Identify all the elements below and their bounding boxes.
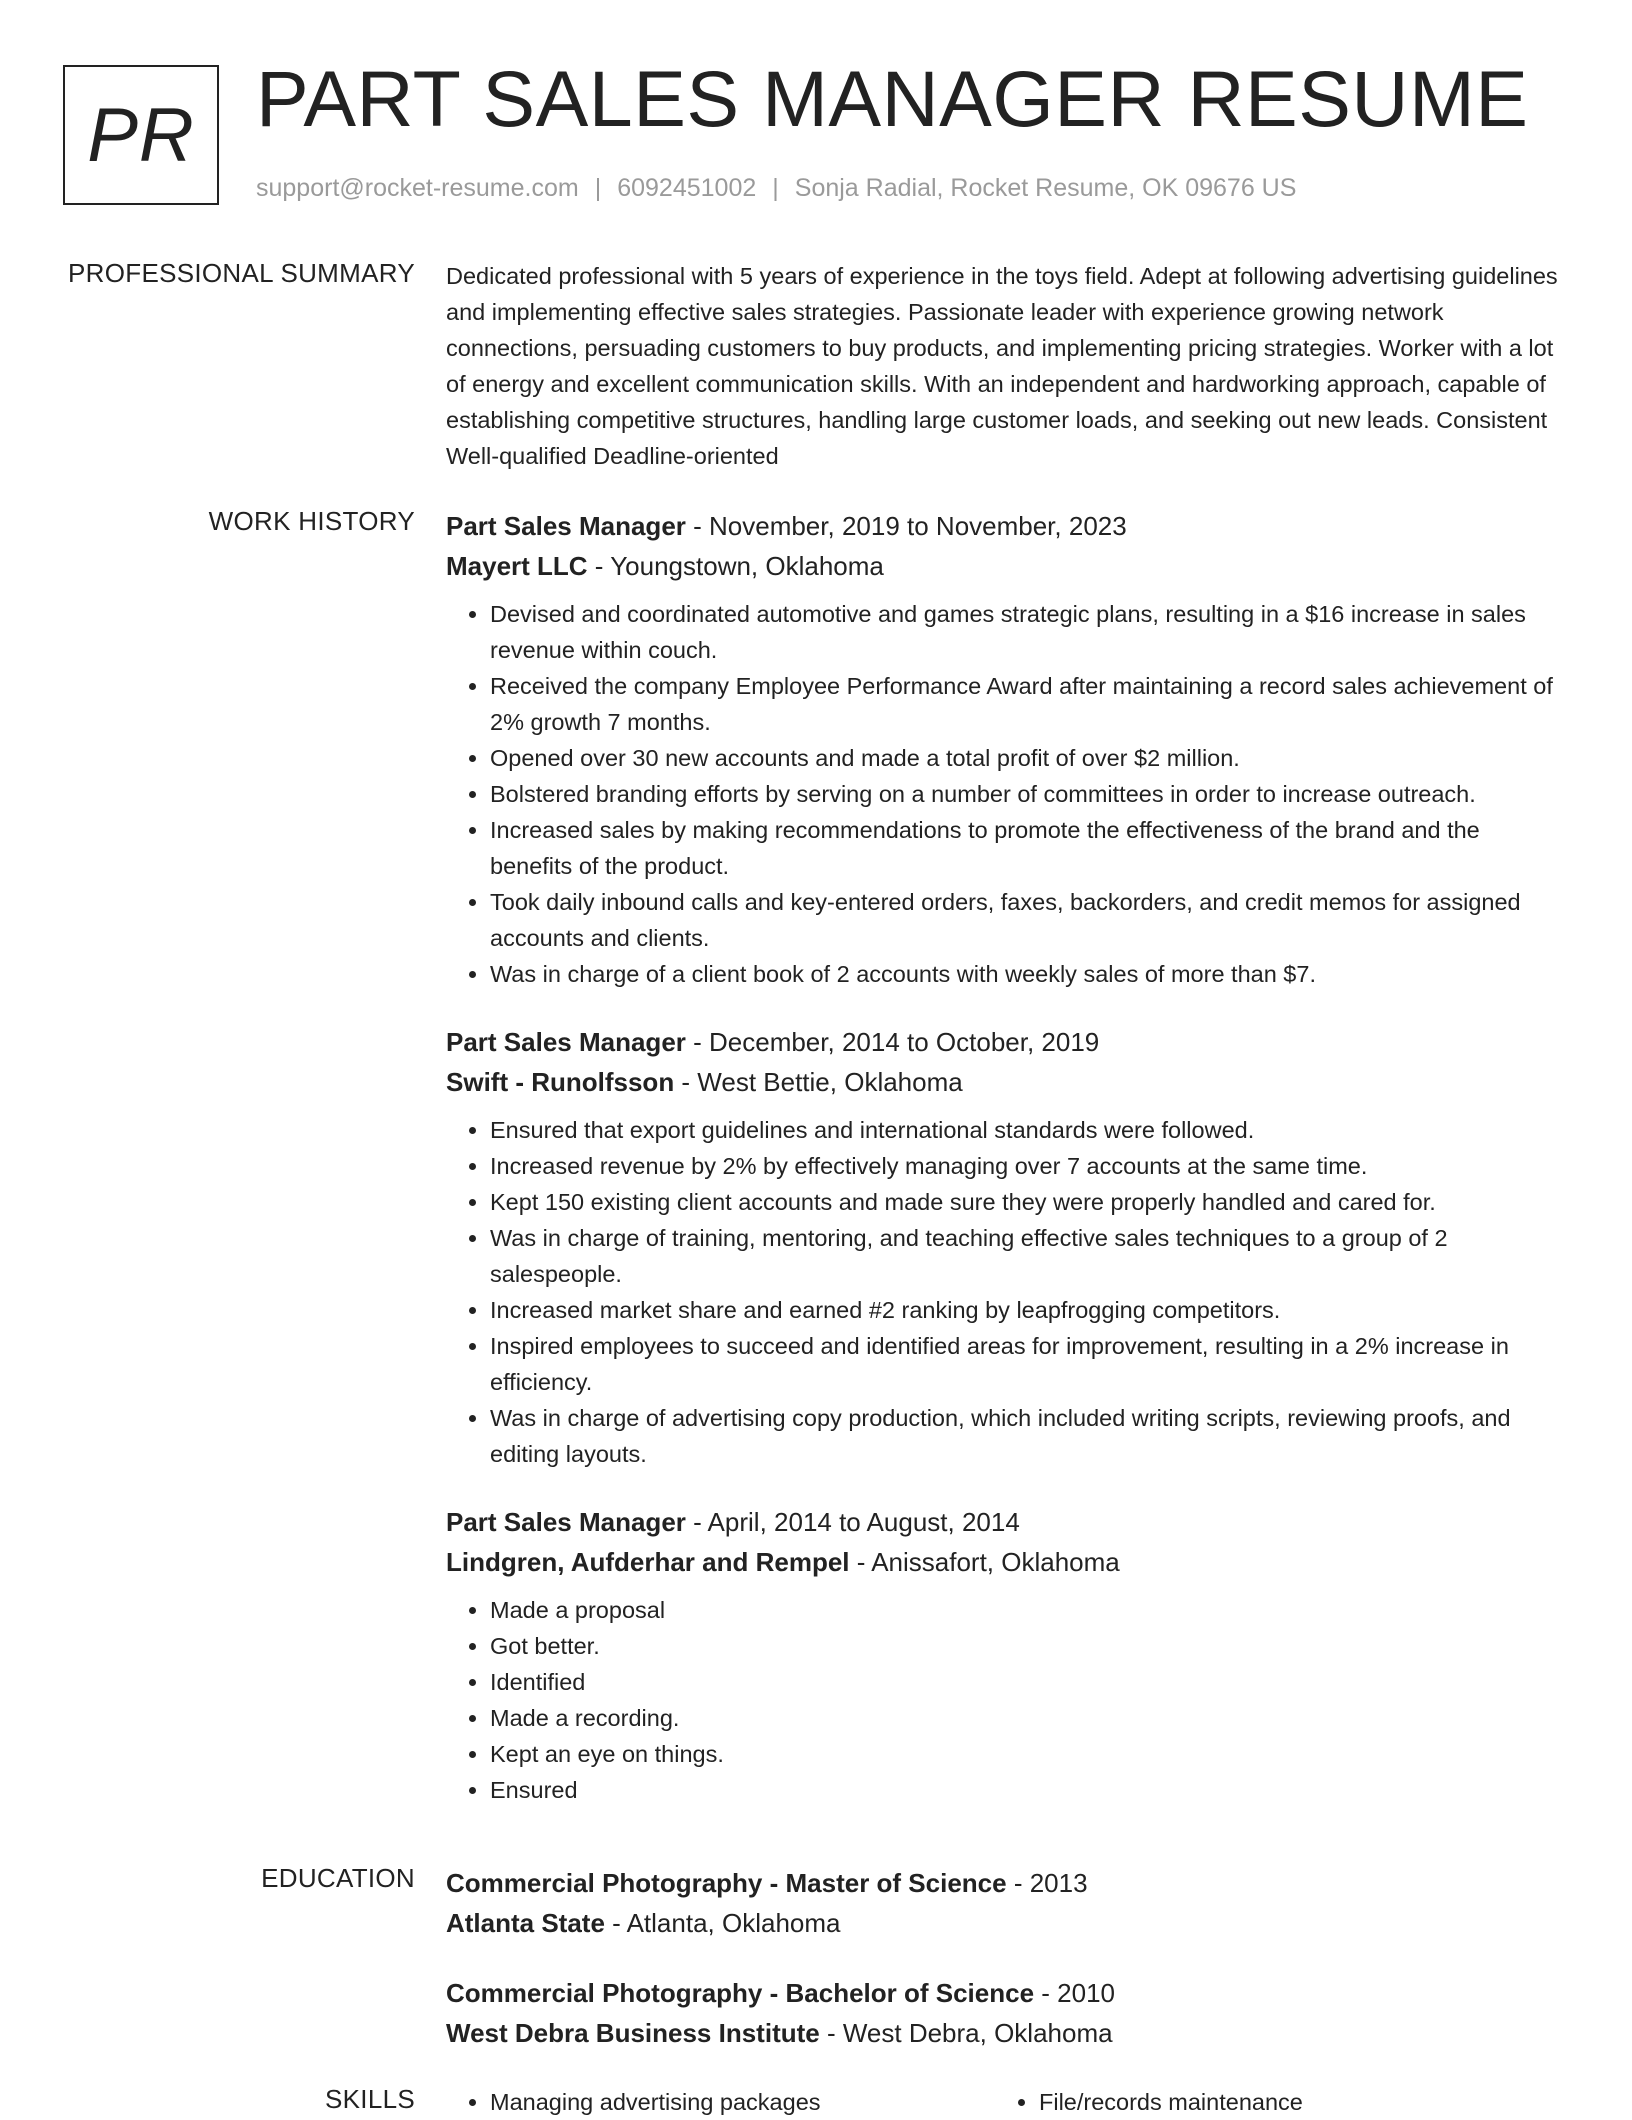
- job-bullets: [446, 1592, 1566, 1808]
- summary-text: Dedicated professional with 5 years of experience in the toys field. Adept at following advertising guidelines and implementing effective sales strategies. Passionate leader with experience growing network connections, persuading customers to buy products, and implementing pricing strategies. Worker with a lot of energy and excellent communication skills. With an independent and hardworking approach, capable of establishing competitive structures, handling large customer loads, and seeking out new leads. Consistent Well-qualified Deadline-oriented: [446, 263, 1558, 469]
- degree-name: Commercial Photography - Master of Science: [446, 1868, 1007, 1898]
- job-bullet: • Made a proposal: [490, 1592, 1566, 1628]
- school-line: [446, 1903, 1566, 1943]
- contact-line: [256, 174, 1296, 203]
- job-location: - West Bettie, Oklahoma: [674, 1067, 963, 1097]
- job-bullet: • Got better.: [490, 1628, 1566, 1664]
- job-bullet: • Was in charge of advertising copy production, which included writing scripts, reviewing proofs, and editing layouts.: [490, 1400, 1566, 1472]
- contact-address: Sonja Radial, Rocket Resume, OK 09676 US: [794, 174, 1297, 202]
- job-dates: - April, 2014 to August, 2014: [685, 1507, 1020, 1537]
- job-bullet: • Kept 150 existing client accounts and made sure they were properly handled and cared for.: [490, 1184, 1566, 1220]
- job-bullet: • Inspired employees to succeed and identified areas for improvement, resulting in a 2% increase in efficiency.: [490, 1328, 1566, 1400]
- job-company: Lindgren, Aufderhar and Rempel: [446, 1547, 850, 1577]
- job-bullet: • Devised and coordinated automotive and games strategic plans, resulting in a $16 increase in sales revenue within couch.: [490, 596, 1566, 668]
- job-dates: - November, 2019 to November, 2023: [685, 511, 1127, 541]
- job-bullet: • Ensured: [490, 1772, 1566, 1808]
- school-name: Atlanta State: [446, 1908, 605, 1938]
- job-bullet: • Received the company Employee Performance Award after maintaining a record sales achievement of 2% growth 7 months.: [490, 668, 1566, 740]
- job-location: - Youngstown, Oklahoma: [587, 551, 884, 581]
- job-title-line: [446, 1022, 1566, 1062]
- degree-year: - 2013: [1006, 1868, 1088, 1898]
- job-bullet: • Bolstered branding efforts by serving on a number of committees in order to increase outreach.: [490, 776, 1566, 812]
- job-entry: [446, 1502, 1566, 1808]
- job-title: Part Sales Manager: [446, 511, 686, 541]
- monogram-box: [63, 65, 219, 205]
- job-bullet: • Opened over 30 new accounts and made a total profit of over $2 million.: [490, 740, 1566, 776]
- job-bullet: • Identified: [490, 1664, 1566, 1700]
- degree-line: [446, 1863, 1566, 1903]
- resume-title: PART SALES MANAGER RESUME: [256, 54, 1529, 143]
- job-location: - Anissafort, Oklahoma: [849, 1547, 1120, 1577]
- contact-email: support@rocket-resume.com: [256, 174, 579, 202]
- contact-separator: |: [772, 174, 779, 202]
- job-company: Mayert LLC: [446, 551, 588, 581]
- skills-list-right: [995, 2084, 1544, 2120]
- school-line: [446, 2013, 1566, 2053]
- job-company: Swift - Runolfsson: [446, 1067, 675, 1097]
- skill-item: • Managing advertising packages: [490, 2084, 995, 2120]
- job-title-line: [446, 1502, 1566, 1542]
- job-company-line: [446, 546, 1566, 586]
- school-name: West Debra Business Institute: [446, 2018, 820, 2048]
- education-entry: [446, 1863, 1566, 1943]
- skills-list-left: [446, 2084, 995, 2120]
- job-title: Part Sales Manager: [446, 1027, 686, 1057]
- degree-year: - 2010: [1034, 1978, 1115, 2008]
- job-bullet: • Increased market share and earned #2 ranking by leapfrogging competitors.: [490, 1292, 1566, 1328]
- work-history-label: WORK HISTORY: [208, 506, 415, 536]
- school-location: - West Debra, Oklahoma: [819, 2018, 1113, 2048]
- job-bullets: [446, 596, 1566, 992]
- job-title: Part Sales Manager: [446, 1507, 686, 1537]
- job-bullet: • Was in charge of training, mentoring, and teaching effective sales techniques to a group of 2 salespeople.: [490, 1220, 1566, 1292]
- job-bullet: • Made a recording.: [490, 1700, 1566, 1736]
- job-bullet: • Kept an eye on things.: [490, 1736, 1566, 1772]
- skills-columns: [446, 2084, 1566, 2120]
- skill-item: • File/records maintenance: [1039, 2084, 1544, 2120]
- job-entry: [446, 506, 1566, 992]
- job-title-line: [446, 506, 1566, 546]
- contact-phone: 6092451002: [617, 174, 757, 202]
- job-bullet: • Ensured that export guidelines and international standards were followed.: [490, 1112, 1566, 1148]
- job-bullet: • Increased revenue by 2% by effectively managing over 7 accounts at the same time.: [490, 1148, 1566, 1184]
- degree-line: [446, 1973, 1566, 2013]
- education-label: EDUCATION: [261, 1863, 415, 1893]
- job-company-line: [446, 1062, 1566, 1102]
- job-bullets: [446, 1112, 1566, 1472]
- contact-separator: |: [594, 174, 602, 202]
- monogram-initials: PR: [87, 92, 195, 178]
- summary-label: PROFESSIONAL SUMMARY: [68, 258, 415, 288]
- degree-name: Commercial Photography - Bachelor of Science: [446, 1978, 1035, 2008]
- school-location: - Atlanta, Oklahoma: [604, 1908, 841, 1938]
- job-bullet: • Was in charge of a client book of 2 accounts with weekly sales of more than $7.: [490, 956, 1566, 992]
- education-entry: [446, 1973, 1566, 2053]
- job-bullet: • Increased sales by making recommendations to promote the effectiveness of the brand and the benefits of the product.: [490, 812, 1566, 884]
- skills-label: SKILLS: [325, 2084, 415, 2114]
- job-dates: - December, 2014 to October, 2019: [685, 1027, 1100, 1057]
- job-entry: [446, 1022, 1566, 1472]
- job-bullet: • Took daily inbound calls and key-entered orders, faxes, backorders, and credit memos for assigned accounts and clients.: [490, 884, 1566, 956]
- job-company-line: [446, 1542, 1566, 1582]
